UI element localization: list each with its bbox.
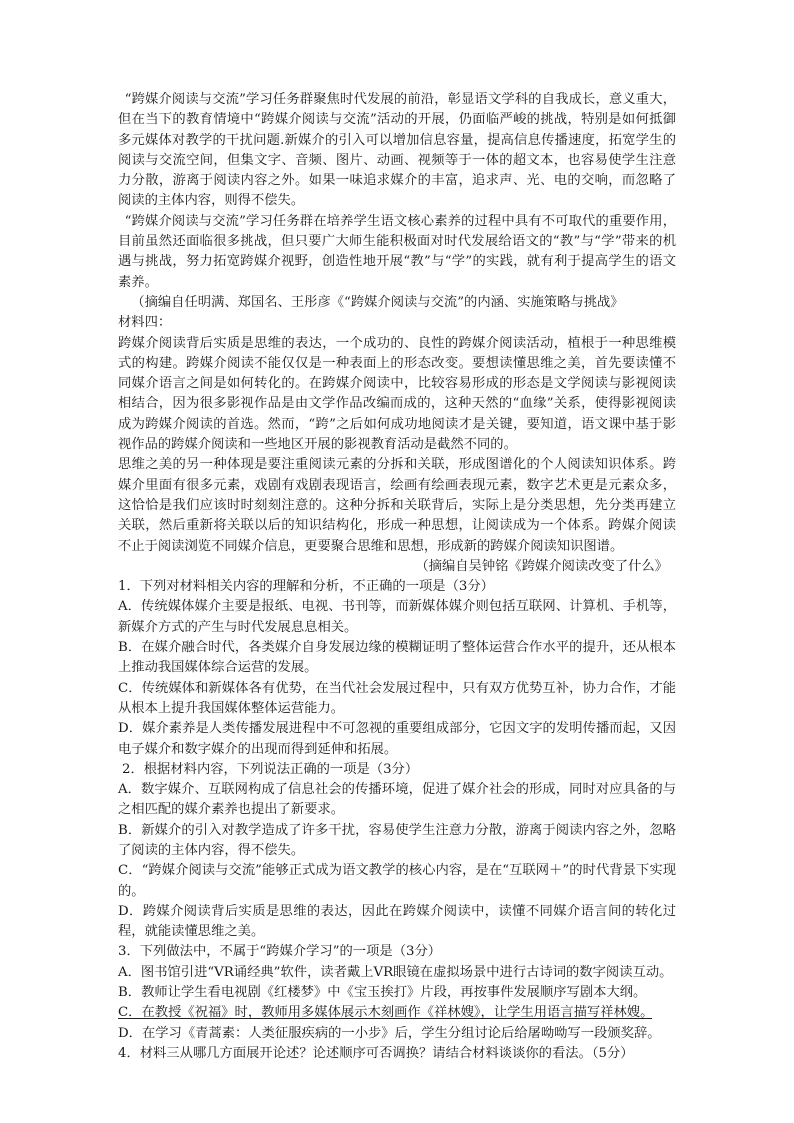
question-stem: 4．材料三从哪几方面展开论述？论述顺序可否调换？请结合材料谈谈你的看法。（5分） <box>118 1045 634 1061</box>
option-d: D．跨媒介阅读背后实质是思维的表达，因此在跨媒介阅读中，读懂不同媒介语言间的转化过程，就能读懂思维之美。 <box>118 903 676 940</box>
question-3 <box>118 942 676 1043</box>
passage-paragraph-2: “跨媒介阅读与交流”学习任务群在培养学生语文核心素养的过程中具有不可取代的重要作用，目前虽然还面临很多挑战，但只要广大师生能积极面对时代发展给语文的“教”与“学”带来的机遇与挑战，努力拓宽跨媒介视野，创造性地开展“教”与“学”的实践，就有利于提高学生的语文素养。 <box>118 213 676 290</box>
passage-paragraph-4: 思维之美的另一种体现是要注重阅读元素的分拆和关联，形成图谱化的个人阅读知识体系。跨媒介里面有很多元素，戏剧有戏剧表现语言，绘画有绘画表现元素，数字艺术更是元素众多，这恰恰是我们应该时时刻刻注意的。这种分拆和关联背后，实际上是分类思想，先分类再建立关联，然后重新将关联以后的知识结构化，形成一种思想，让阅读成为一个体系。跨媒介阅读不止于阅读浏览不同媒介信息，更要聚合思维和思想，形成新的跨媒介阅读知识图谱。 <box>118 457 676 554</box>
option-b: B．新媒介的引入对教学造成了许多干扰，容易使学生注意力分散，游离于阅读内容之外，忽略了阅读的主体内容，得不偿失。 <box>118 822 676 858</box>
passage-paragraph-3: 跨媒介阅读背后实质是思维的表达，一个成功的、良性的跨媒介阅读活动，植根于一种思维模式的构建。跨媒介阅读不能仅仅是一种表面上的形态改变。要想读懂思维之美，首先要读懂不同媒介语言之间是如何转化的。在跨媒介阅读中，比较容易形成的形态是文学阅读与影视阅读相结合，因为很多影视作品是由文学作品改编而成的，这种天然的“血缘”关系，使得影视阅读成为跨媒介阅读的首选。然而，“跨”之后如何成功地阅读才是关键，要知道，语文课中基于影视作品的跨媒介阅读和一些地区开展的影视教育活动是截然不同的。 <box>118 335 676 453</box>
option-d: D．媒介素养是人类传播发展进程中不可忽视的重要组成部分，它因文字的发明传播而起，又因电子媒介和数字媒介的出现而得到延伸和拓展。 <box>118 721 676 757</box>
material3-source: （摘编自任明满、郑国名、王彤彦《“跨媒介阅读与交流”的内涵、实施策略与挑战》 <box>131 294 624 310</box>
question-stem: 1．下列对材料相关内容的理解和分析，不正确的一项是（3分） <box>118 579 494 595</box>
option-a: A．图书馆引进“VR诵经典”软件，读者戴上VR眼镜在虚拟场景中进行古诗词的数字阅读互动。 <box>118 964 673 980</box>
option-b: B．在媒介融合时代，各类媒介自身发展边缘的模糊证明了整体运营合作水平的提升，还从根本上推动我国媒体综合运营的发展。 <box>118 640 676 676</box>
option-a: A．传统媒体媒介主要是报纸、电视、书刊等，而新媒体媒介则包括互联网、计算机、手机等，新媒介方式的产生与时代发展息息相关。 <box>118 599 676 635</box>
option-c: C．“跨媒介阅读与交流”能够正式成为语文教学的核心内容，是在“互联网＋”的时代背景下实现的。 <box>118 863 676 899</box>
option-c: C．传统媒体和新媒体各有优势，在当代社会发展过程中，只有双方优势互补，协力合作，才能从根本上提升我国媒体整体运营能力。 <box>118 680 676 716</box>
material4-title: 材料四： <box>118 315 172 331</box>
question-2 <box>118 760 676 943</box>
answer-line[interactable] <box>118 1018 652 1019</box>
question-stem: 3．下列做法中，不属于“跨媒介学习”的一项是（3分） <box>118 944 442 960</box>
question-4 <box>118 1044 676 1064</box>
question-stem: 2．根据材料内容，下列说法正确的一项是（3分） <box>122 761 419 777</box>
option-b: B．教师让学生看电视剧《红楼梦》中《宝玉挨打》片段，再按事件发展顺序写剧本大纲。 <box>118 985 647 1001</box>
exam-page <box>118 90 676 1064</box>
option-c: C．在教授《祝福》时，教师用多媒体展示木刻画作《祥林嫂》，让学生用语言描写祥林嫂。 <box>118 1005 654 1021</box>
option-a: A．数字媒介、互联网构成了信息社会的传播环境，促进了媒介社会的形成，同时对应具备的与之相匹配的媒介素养也提出了新要求。 <box>118 782 676 818</box>
question-1 <box>118 577 676 760</box>
option-d: D．在学习《青蒿素：人类征服疾病的一小步》后，学生分组讨论后给屠呦呦写一段颁奖辞。 <box>118 1025 661 1041</box>
material4-source: （摘编自吴钟铭《跨媒介阅读改变了什么》 <box>415 558 668 574</box>
passage-paragraph-1: “跨媒介阅读与交流”学习任务群聚焦时代发展的前沿，彰显语文学科的自我成长，意义重大，但在当下的教育情境中“跨媒介阅读与交流”活动的开展，仍面临严峻的挑战，特别是如何抵御多元媒体对教学的干扰问题.新媒介的引入可以增加信息容量，提高信息传播速度，拓宽学生的阅读与交流空间，但集文字、音频、图片、动画、视频等于一体的超文本，也容易使学生注意力分散，游离于阅读内容之外。如果一味追求媒介的丰富，追求声、光、电的交响，而忽略了阅读的主体内容，则得不偿失。 <box>118 92 676 209</box>
